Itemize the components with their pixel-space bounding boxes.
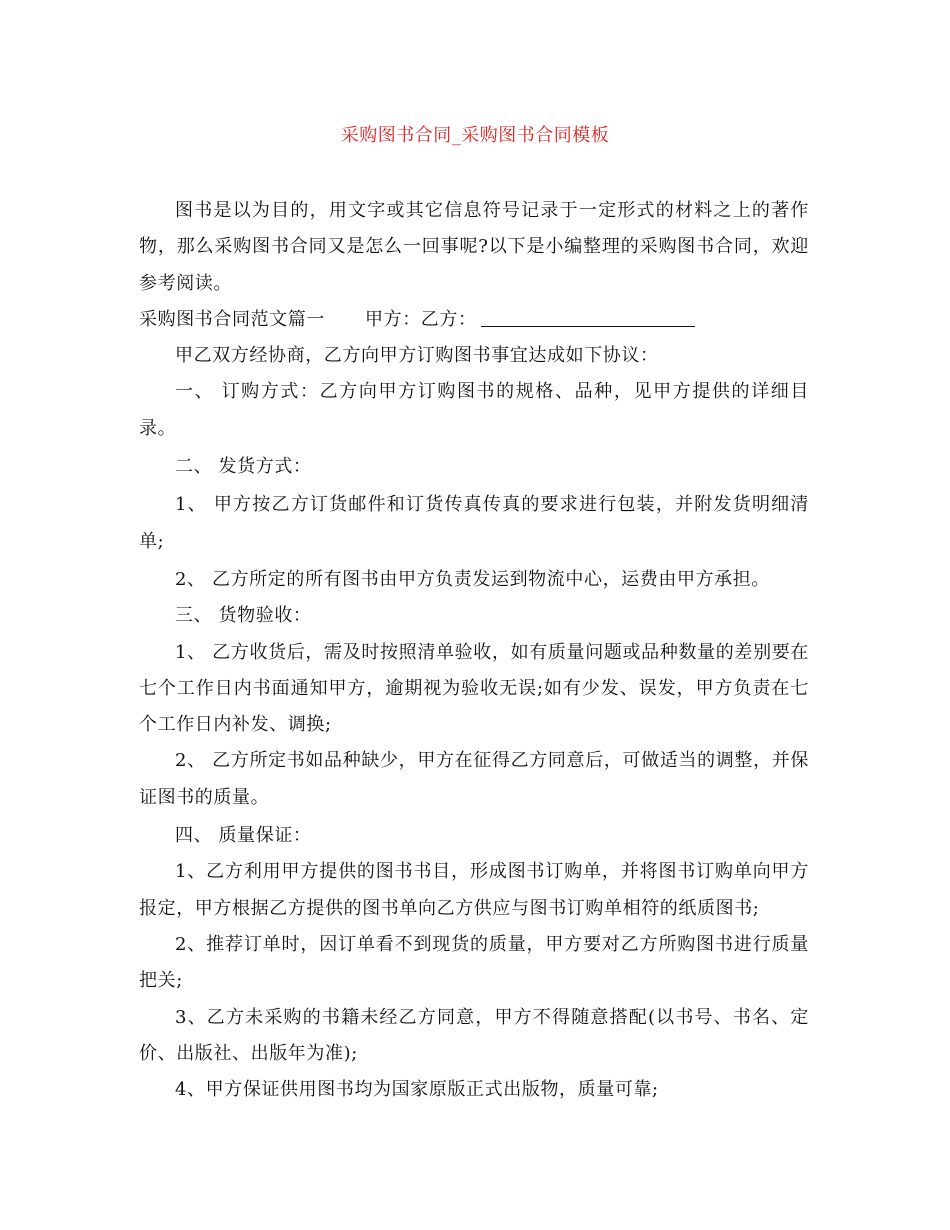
paragraph-agreement: 甲乙双方经协商，乙方向甲方订购图书事宜达成如下协议： bbox=[175, 345, 659, 367]
document-body bbox=[139, 193, 809, 1108]
paragraph-inspection-heading: 三、 货物验收： bbox=[175, 605, 312, 627]
contract-heading: 采购图书合同范文篇一 bbox=[139, 308, 325, 330]
party-b-blank-line bbox=[481, 308, 695, 327]
parties-label: 甲方：乙方： bbox=[365, 308, 477, 330]
contract-heading-line bbox=[139, 302, 809, 338]
paragraph-quality-3: 3、乙方未采购的书籍未经乙方同意，甲方不得随意搭配(以书号、书名、定价、出版社、出版年为准); bbox=[139, 1006, 809, 1064]
paragraph-quality-1: 1、乙方利用甲方提供的图书书目，形成图书订购单，并将图书订购单向甲方报定，甲方根据乙方提供的图书单向乙方供应与图书订购单相符的纸质图书; bbox=[139, 861, 809, 919]
paragraph-shipping-heading: 二、 发货方式： bbox=[175, 456, 312, 478]
intro-paragraph: 图书是以为目的，用文字或其它信息符号记录于一定形式的材料之上的著作物，那么采购图书合同又是怎么一回事呢?以下是小编整理的采购图书合同，欢迎参考阅读。 bbox=[139, 200, 809, 294]
paragraph-quality-4: 4、甲方保证供用图书均为国家原版正式出版物，质量可靠; bbox=[175, 1079, 659, 1101]
paragraph-inspection-2: 2、 乙方所定书如品种缺少，甲方在征得乙方同意后，可做适当的调整，并保证图书的质量。 bbox=[139, 750, 809, 808]
paragraph-shipping-2: 2、 乙方所定的所有图书由甲方负责发运到物流中心，运费由甲方承担。 bbox=[175, 568, 770, 590]
document-title: 采购图书合同_采购图书合同模板 bbox=[340, 125, 610, 146]
paragraph-quality-heading: 四、 质量保证： bbox=[175, 825, 312, 847]
paragraph-inspection-1: 1、 乙方收货后，需及时按照清单验收，如有质量问题或品种数量的差别要在七个工作日内书面通知甲方，逾期视为验收无误;如有少发、误发，甲方负责在七个工作日内补发、调换; bbox=[139, 641, 809, 736]
paragraph-quality-2: 2、推荐订单时，因订单看不到现货的质量，甲方要对乙方所购图书进行质量把关; bbox=[139, 933, 809, 992]
paragraph-shipping-1: 1、 甲方按乙方订货邮件和订货传真传真的要求进行包装，并附发货明细清单; bbox=[139, 494, 809, 552]
paragraph-order-method: 一、 订购方式：乙方向甲方订购图书的规格、品种，见甲方提供的详细目录。 bbox=[139, 381, 809, 439]
